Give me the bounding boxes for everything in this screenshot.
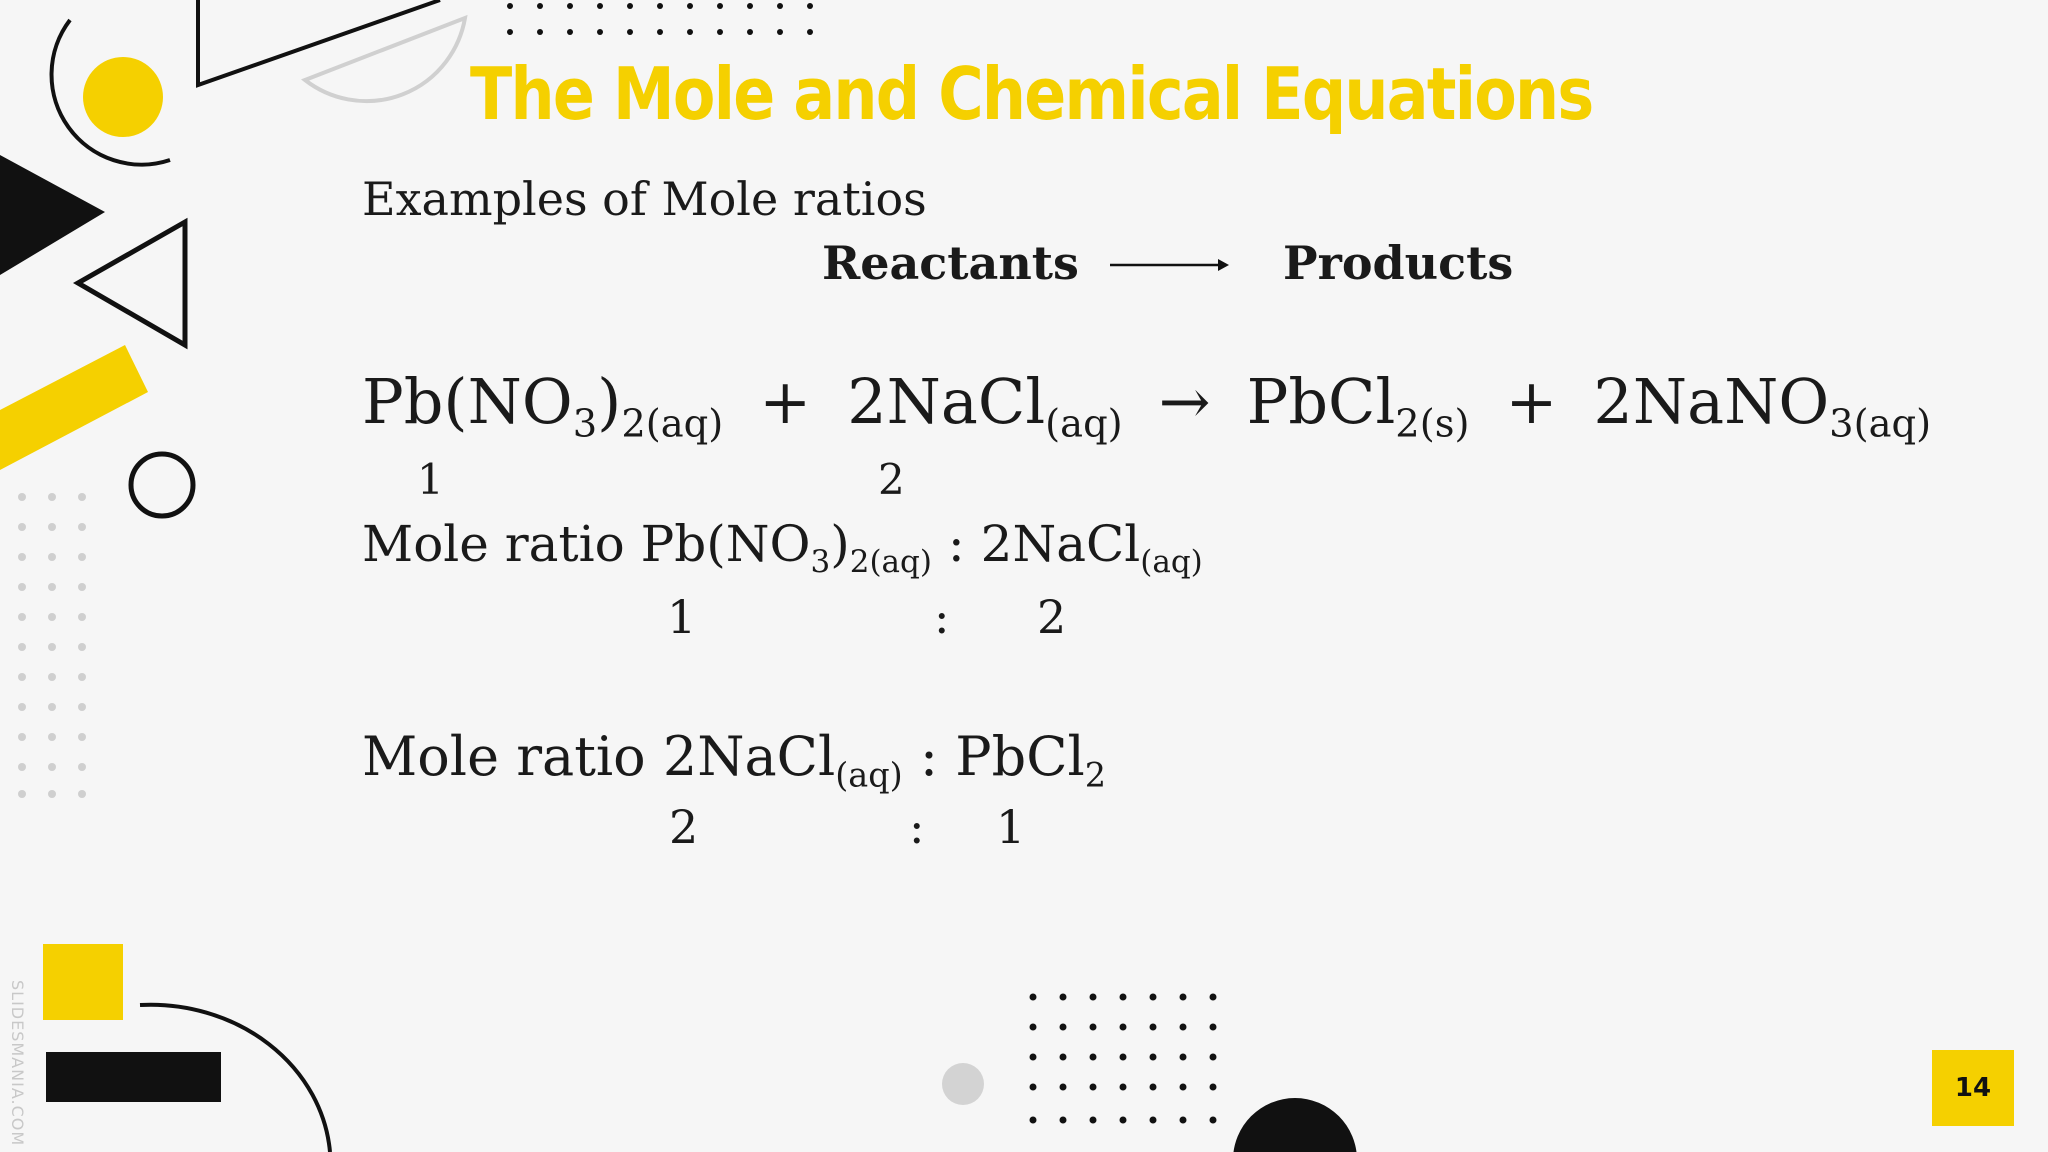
yellow-circle-decoration <box>83 57 163 137</box>
ratio2-colon: : <box>909 800 925 854</box>
dot-grid-left <box>18 493 86 798</box>
subtitle: Examples of Mole ratios <box>362 172 927 226</box>
page-number-badge: 14 <box>1932 1050 2014 1126</box>
product-pbcl2: PbCl$_{2(s)}$ <box>1246 365 1470 447</box>
mole-ratio-2: Mole ratio 2NaCl$_{(aq)}$ : PbCl$_2$ <box>362 725 1107 795</box>
dot-grid-bottom <box>1030 994 1217 1124</box>
yellow-bar-decoration <box>0 345 148 470</box>
ratio1-colon: : <box>934 590 950 644</box>
black-rectangle-decoration <box>46 1052 221 1102</box>
yellow-square-decoration <box>43 944 123 1020</box>
reactant-nacl: 2NaCl$_{(aq)}$ <box>847 365 1123 447</box>
plus-sign: + <box>759 365 812 438</box>
chemical-equation <box>362 365 1931 446</box>
coefficient-nacl: 2 <box>878 455 905 504</box>
gray-half-circle-decoration <box>305 18 465 101</box>
dot-grid-top <box>507 3 813 35</box>
plus-sign-2: + <box>1505 365 1558 438</box>
outline-left-triangle-decoration <box>78 222 185 345</box>
coefficient-pbno3: 1 <box>417 455 444 504</box>
brand-watermark: SLIDESMANIA.COM <box>8 980 27 1147</box>
products-label: Products <box>1283 236 1514 290</box>
product-nano3: 2NaNO$_{3(aq)}$ <box>1593 365 1932 447</box>
reaction-arrow-icon <box>1110 259 1229 271</box>
ring-decoration <box>131 454 193 516</box>
slide-title: The Mole and Chemical Equations <box>470 52 1593 136</box>
gray-dot-decoration <box>942 1063 984 1105</box>
ratio1-right-value: 2 <box>1037 590 1067 644</box>
mole-ratio-1: Mole ratio $Pb(NO_3)_{2(aq)}$ : 2NaCl$_{(aq)}$ <box>362 515 1203 580</box>
yield-arrow: → <box>1158 365 1211 438</box>
reactant-pbno3: $Pb(NO_3)_{2(aq)}$ <box>362 365 724 447</box>
ratio2-right-value: 1 <box>996 800 1026 854</box>
reactants-label: Reactants <box>822 236 1079 290</box>
black-half-circle-decoration <box>1233 1098 1357 1152</box>
ratio1-left-value: 1 <box>667 590 697 644</box>
ratio2-left-value: 2 <box>669 800 699 854</box>
black-triangle-decoration <box>0 155 105 275</box>
